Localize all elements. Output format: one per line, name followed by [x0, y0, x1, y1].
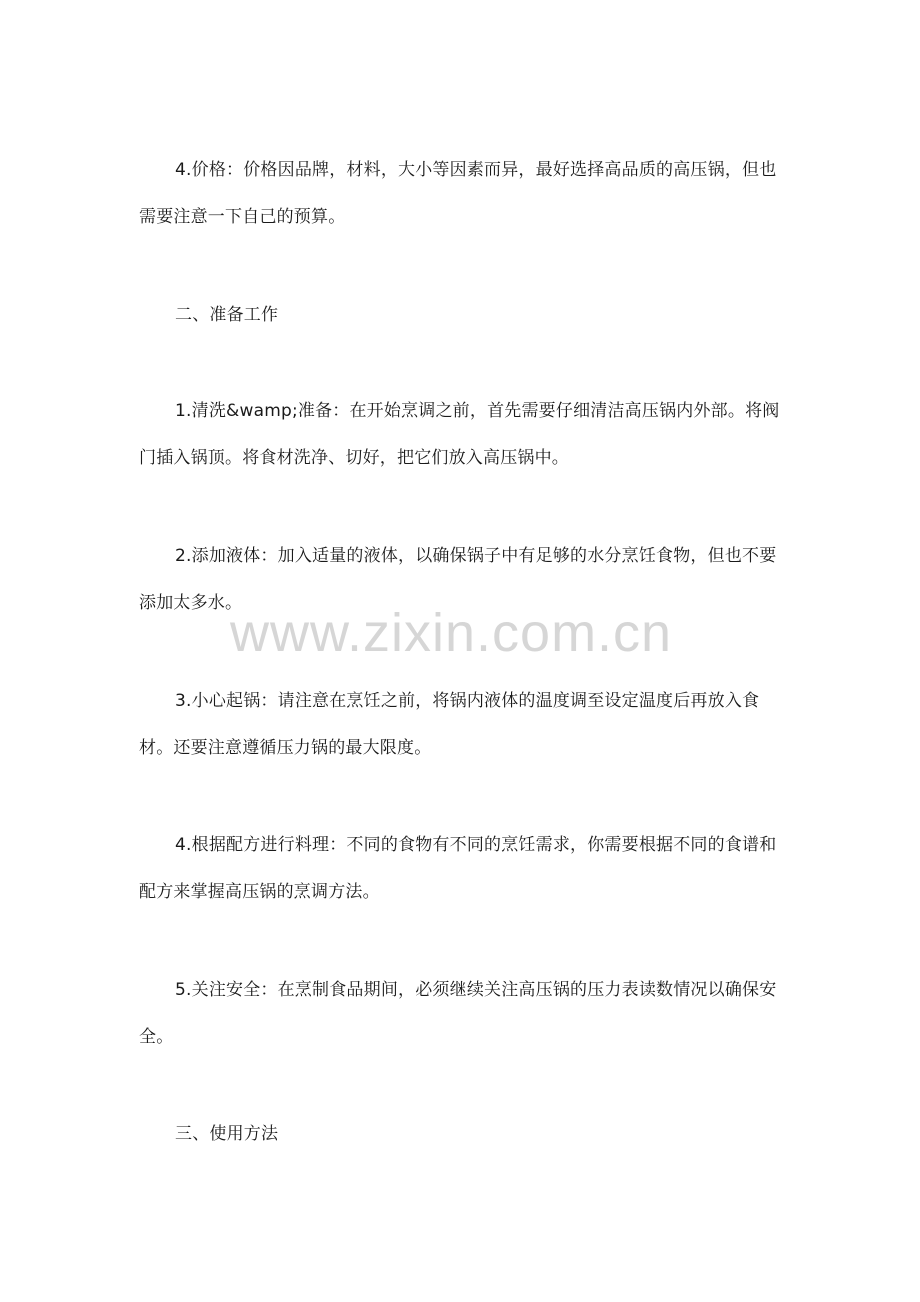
paragraph-cleaning: 1.清洗&wamp;准备：在开始烹调之前，首先需要仔细清洁高压锅内外部。将阀门插入锅顶。将食材洗净、切好，把它们放入高压锅中。 — [139, 401, 780, 468]
watermark-text: www.zixin.com.cn — [230, 603, 673, 663]
paragraph-price: 4.价格：价格因品牌，材料，大小等因素而异，最好选择高品质的高压锅，但也需要注意一下自己的预算。 — [139, 160, 777, 227]
paragraph-careful-start: 3.小心起锅：请注意在烹饪之前，将锅内液体的温度调至设定温度后再放入食材。还要注意遵循压力锅的最大限度。 — [139, 691, 760, 758]
section-heading-preparation: 二、准备工作 — [175, 305, 279, 325]
paragraph-safety: 5.关注安全：在烹制食品期间，必须继续关注高压锅的压力表读数情况以确保安全。 — [139, 980, 777, 1047]
paragraph-recipe: 4.根据配方进行料理：不同的食物有不同的烹饪需求，你需要根据不同的食谱和配方来掌握高压锅的烹调方法。 — [139, 835, 777, 902]
section-heading-usage: 三、使用方法 — [175, 1124, 279, 1144]
paragraph-add-liquid: 2.添加液体：加入适量的液体，以确保锅子中有足够的水分烹饪食物，但也不要添加太多水。 — [139, 546, 777, 613]
